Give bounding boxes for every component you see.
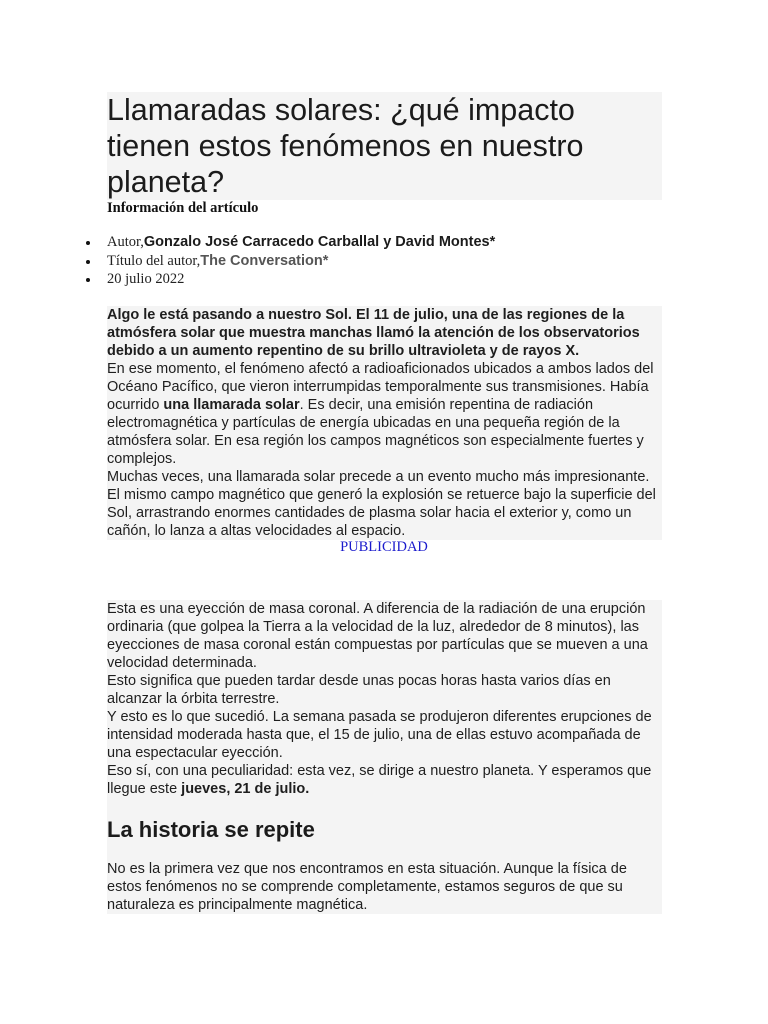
paragraph-2: Muchas veces, una llamarada solar precede a un evento mucho más impresionante. El mismo campo magnético que generó la explosión se retuerce bajo la superficie del Sol, arrastrando enormes cantidades de plasma solar hacia el exterior y, como un cañón, lo lanza a altas velocidades al espacio. (107, 469, 656, 539)
paragraph-6 (107, 762, 662, 798)
section-subheading: La historia se repite (107, 817, 315, 842)
article-title-block (107, 92, 662, 200)
paragraph-4: Esto significa que pueden tardar desde unas pocas horas hasta varios días en alcanzar la órbita terrestre. (107, 673, 611, 707)
paragraph-1-bold: una llamarada solar (163, 397, 300, 413)
article-body-top (107, 306, 662, 540)
meta-date (107, 270, 495, 289)
lead-paragraph (107, 306, 662, 360)
paragraph-6-bold: jueves, 21 de julio. (181, 781, 310, 797)
advertisement-label[interactable]: PUBLICIDAD (340, 539, 428, 555)
meta-date-value: 20 julio 2022 (107, 271, 185, 287)
article-body-middle (107, 600, 662, 914)
meta-author-label: Autor, (107, 234, 144, 250)
paragraph-1-text-a: En ese momento, el fenómeno afectó a radioaficionados ubicados a ambos lados del Océano Pacífico, que vieron interrumpidas temporalmente sus transmisiones. Había ocurrido (107, 361, 654, 413)
article-info-heading: Información del artículo (107, 200, 259, 216)
paragraph-6-text: Eso sí, con una peculiaridad: esta vez, se dirige a nuestro planeta. Y esperamos que llegue este (107, 763, 652, 797)
meta-author (107, 233, 495, 252)
meta-publisher-value: The Conversation* (200, 252, 329, 269)
paragraph-1 (107, 360, 662, 468)
lead-text: Algo le está pasando a nuestro Sol. El 11 de julio, una de las regiones de la atmósfera solar que muestra manchas llamó la atención de los observatorios debido a un aumento repentino de su brillo ultravioleta y de rayos X. (107, 307, 640, 359)
meta-author-value: Gonzalo José Carracedo Carballal y David Montes* (143, 234, 496, 250)
meta-publisher (107, 252, 495, 271)
article-title: Llamaradas solares: ¿qué impacto tienen estos fenómenos en nuestro planeta? (107, 92, 662, 200)
article-meta-list (107, 233, 495, 289)
paragraph-7: No es la primera vez que nos encontramos en esta situación. Aunque la física de estos fenómenos no se comprende completamente, estamos seguros de que su naturaleza es principalmente magnética. (107, 861, 627, 913)
paragraph-3: Esta es una eyección de masa coronal. A diferencia de la radiación de una erupción ordinaria (que golpea la Tierra a la velocidad de la luz, alrededor de 8 minutos), las eyecciones de masa coronal están compuestas por partículas que se mueven a una velocidad determinada. (107, 601, 648, 671)
meta-publisher-label: Título del autor, (107, 252, 201, 269)
paragraph-5: Y esto es lo que sucedió. La semana pasada se produjeron diferentes erupciones de intensidad moderada hasta que, el 15 de julio, una de ellas estuvo acompañada de una espectacular eyección. (107, 709, 652, 761)
paragraph-1-text-b: . Es decir, una emisión repentina de radiación electromagnética y partículas de energía ubicadas en una pequeña región de la atmósfera solar. En esa región los campos magnéticos son especialmente fuertes y complejos. (107, 397, 644, 467)
